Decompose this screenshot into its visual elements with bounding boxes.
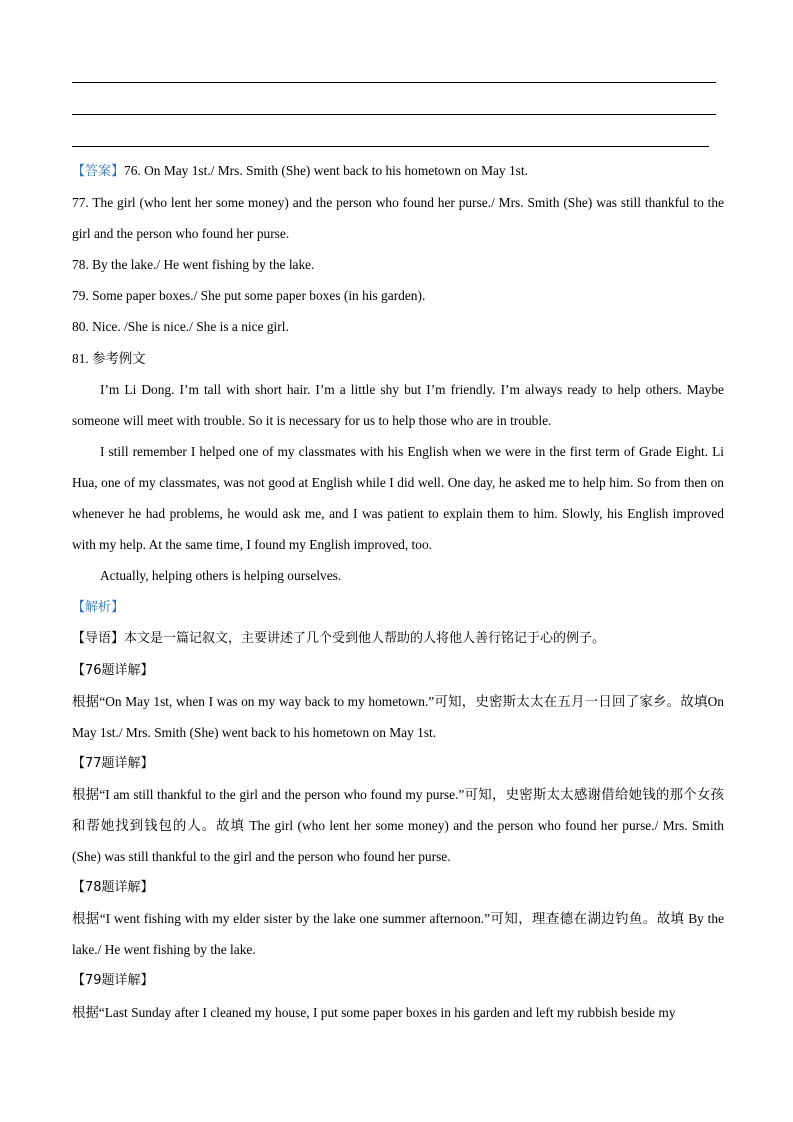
answer-line-2 — [72, 114, 716, 115]
detail-76-heading: 【76题详解】 — [72, 662, 154, 678]
detail-76-text: 根据“On May 1st, when I was on my way back to my hometown.”可知，史密斯太太在五月一日回了家乡。故填On May 1st./ Mrs. Smith (She) went back to his hometown on May 1st. — [72, 693, 724, 740]
detail-78-heading: 【78题详解】 — [72, 880, 154, 896]
answer-76-text: 76. On May 1st./ Mrs. Smith (She) went back to his hometown on May 1st. — [124, 163, 528, 178]
essay-paragraph-2: I still remember I helped one of my classmates with his English when we were in the first term of Grade Eight. Li Hua, one of my classmates, was not good at English while I did well. One day, he asked me to help him. So from then on whenever he had problems, he would ask me, and I was patient to explain them to him. Slowly, his English improved with my help. At the same time, I found my English improved, too. — [72, 443, 724, 553]
intro-paragraph: 【导语】本文是一篇记叙文，主要讲述了几个受到他人帮助的人将他人善行铭记于心的例子。 — [72, 631, 606, 647]
answer-76 — [72, 155, 724, 187]
essay-paragraph-3: Actually, helping others is helping ourselves. — [100, 568, 342, 584]
detail-79-text: 根据“Last Sunday after I cleaned my house, I put some paper boxes in his garden and left my rubbish beside my — [72, 1004, 676, 1020]
answer-label: 【答案】 — [72, 164, 125, 179]
detail-77-text: 根据“I am still thankful to the girl and the person who found my purse.”可知，史密斯太太感谢借给她钱的那个女孩和帮她找到钱包的人。故填 The girl (who lent her some money) and the person who found her purse./ Mrs. Smith (She) was still thankful to the girl and the person who found her purse. — [72, 786, 724, 865]
analysis-heading — [72, 591, 724, 623]
document-body — [72, 155, 724, 1028]
detail-79-heading: 【79题详解】 — [72, 973, 154, 989]
detail-78-text: 根据“I went fishing with my elder sister by the lake one summer afternoon.”可知，理查德在湖边钓鱼。故填 By the lake./ He went fishing by the lake. — [72, 911, 724, 958]
answer-line-3 — [72, 146, 709, 147]
analysis-label: 【解析】 — [72, 600, 125, 616]
essay-paragraph-1: I’m Li Dong. I’m tall with short hair. I’m a little shy but I’m friendly. I’m always ready to help others. Maybe someone will meet with trouble. So it is necessary for us to help those who are in trouble. — [72, 381, 724, 428]
answer-81-title: 81. 参考例文 — [72, 350, 146, 366]
detail-77-heading: 【77题详解】 — [72, 755, 154, 771]
answer-line-1 — [72, 82, 716, 83]
answer-79: 79. Some paper boxes./ She put some paper boxes (in his garden). — [72, 288, 426, 304]
answer-80: 80. Nice. /She is nice./ She is a nice girl. — [72, 319, 289, 335]
answer-77: 77. The girl (who lent her some money) and the person who found her purse./ Mrs. Smith (She) was still thankful to the girl and the person who found her purse. — [72, 195, 724, 242]
answer-78: 78. By the lake./ He went fishing by the lake. — [72, 257, 315, 273]
